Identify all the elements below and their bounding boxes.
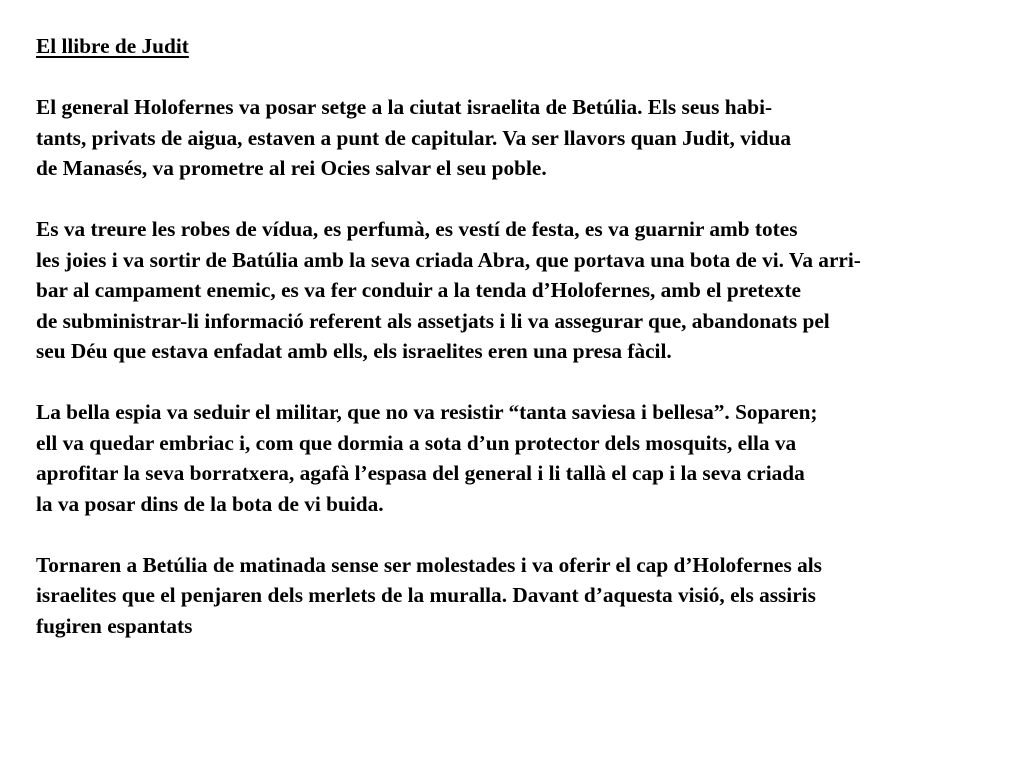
- text-line: Tornaren a Betúlia de matinada sense ser molestades i va oferir el cap d’Holofernes als: [36, 552, 822, 577]
- text-line: El general Holofernes va posar setge a la ciutat israelita de Betúlia. Els seus habi-: [36, 95, 773, 119]
- document-body: [36, 31, 1021, 641]
- text-line: seu Déu que estava enfadat amb ells, els israelites eren una presa fàcil.: [36, 339, 672, 363]
- text-line: la va posar dins de la bota de vi buida.: [36, 491, 384, 516]
- text-line: La bella espia va seduir el militar, que no va resistir “tanta saviesa i bellesa”. Soparen;: [36, 400, 818, 424]
- text-line: tants, privats de aigua, estaven a punt de capitular. Va ser llavors quan Judit, vidua: [36, 125, 791, 150]
- text-line: israelites que el penjaren dels merlets de la muralla. Davant d’aquesta visió, els assiris: [36, 583, 816, 607]
- text-line: fugiren espantats: [36, 613, 193, 638]
- paragraph-1: [36, 92, 1021, 184]
- text-line: bar al campament enemic, es va fer conduir a la tenda d’Holofernes, amb el pretexte: [36, 278, 802, 302]
- text-line: les joies i va sortir de Batúlia amb la seva criada Abra, que portava una bota de vi. Va arri-: [36, 247, 861, 272]
- document-title: El llibre de Judit: [36, 34, 189, 58]
- paragraph-4: [36, 550, 1021, 642]
- text-line: ell va quedar embriac i, com que dormia a sota d’un protector dels mosquits, ella va: [36, 430, 797, 455]
- text-line: de Manasés, va prometre al rei Ocies salvar el seu poble.: [36, 156, 547, 180]
- text-line: de subministrar-li informació referent als assetjats i li va assegurar que, abandonats pel: [36, 308, 830, 333]
- text-line: Es va treure les robes de vídua, es perfumà, es vestí de festa, es va guarnir amb totes: [36, 217, 798, 241]
- text-line: aprofitar la seva borratxera, agafà l’espasa del general i li tallà el cap i la seva criada: [36, 461, 805, 485]
- paragraph-3: [36, 397, 1021, 519]
- paragraph-2: [36, 214, 1021, 367]
